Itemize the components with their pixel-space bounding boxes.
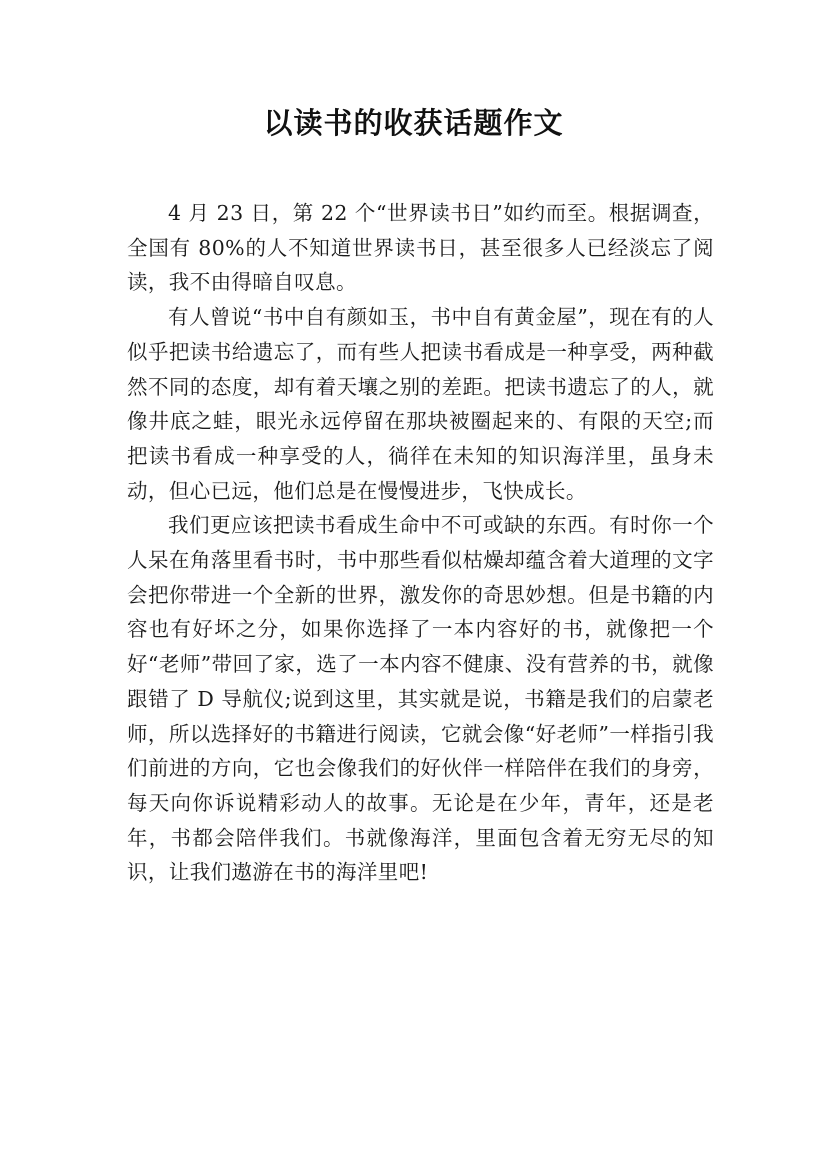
paragraph-3: 我们更应该把读书看成生命中不可或缺的东西。有时你一个人呆在角落里看书时，书中那些看似枯燥却蕴含着大道理的文字会把你带进一个全新的世界，激发你的奇思妙想。但是书籍的内容也有好坏之分，如果你选择了一本内容好的书，就像把一个好“老师”带回了家，选了一本内容不健康、没有营养的书，就像跟错了 D 导航仪;说到这里，其实就是说，书籍是我们的启蒙老师，所以选择好的书籍进行阅读，它就会像“好老师”一样指引我们前进的方向，它也会像我们的好伙伴一样陪伴在我们的身旁，每天向你诉说精彩动人的故事。无论是在少年，青年，还是老年，书都会陪伴我们。书就像海洋，里面包含着无穷无尽的知识，让我们遨游在书的海洋里吧! <box>127 513 714 885</box>
page-title: 以读书的收获话题作文 <box>263 106 564 140</box>
paragraph-2: 有人曾说“书中自有颜如玉，书中自有黄金屋”，现在有的人似乎把读书给遗忘了，而有些人把读书看成是一种享受，两种截然不同的态度，却有着天壤之别的差距。把读书遗忘了的人，就像井底之蛙，眼光永远停留在那块被圈起来的、有限的天空;而把读书看成一种享受的人，徜徉在未知的知识海洋里，虽身未动，但心已远，他们总是在慢慢进步，飞快成长。 <box>127 305 714 503</box>
paragraph-1: 4 月 23 日，第 22 个“世界读书日”如约而至。根据调查，全国有 80%的人不知道世界读书日，甚至很多人已经淡忘了阅读，我不由得暗自叹息。 <box>127 201 714 295</box>
essay-body <box>127 196 714 890</box>
